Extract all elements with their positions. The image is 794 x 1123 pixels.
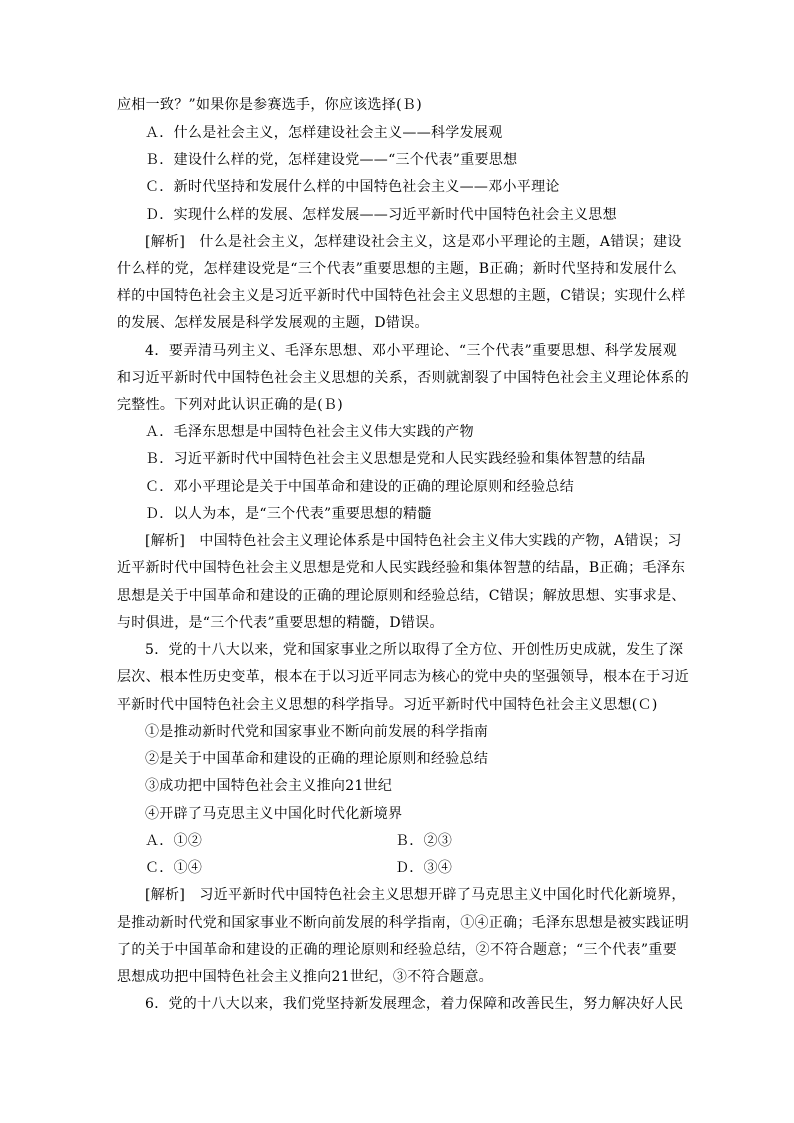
q5-stem-line-1: 5．党的十八大以来，党和国家事业之所以取得了全方位、开创性历史成就，发生了深 (145, 642, 684, 658)
q4-analysis-line-1: [解析] 中国特色社会主义理论体系是中国特色社会主义伟大实践的产物，A错误；习 (145, 533, 682, 549)
q3-analysis-line-4: 的发展、怎样发展是科学发展观的主题，D错误。 (117, 315, 429, 331)
q4-stem-line-2: 和习近平新时代中国特色社会主义思想的关系，否则就割裂了中国特色社会主义理论体系的 (117, 370, 689, 386)
q4-analysis-line-2: 近平新时代中国特色社会主义思想是党和人民实践经验和集体智慧的结晶，B正确；毛泽东 (117, 560, 686, 576)
q4-option-d: Ｄ．以人为本，是“三个代表”重要思想的精髓 (145, 506, 432, 522)
q3-option-a: Ａ．什么是社会主义，怎样建设社会主义——科学发展观 (145, 125, 503, 141)
q4-option-a: Ａ．毛泽东思想是中国特色社会主义伟大实践的产物 (145, 424, 474, 440)
q4-analysis-line-3: 思想是关于中国革命和建设的正确的理论原则和经验总结，C错误；解放思想、实事求是、 (117, 588, 686, 604)
q5-option-a: Ａ．①② (145, 833, 203, 849)
q4-option-b: Ｂ．习近平新时代中国特色社会主义思想是党和人民实践经验和集体智慧的结晶 (145, 451, 646, 467)
q4-stem-line-3: 完整性。下列对此认识正确的是(Ｂ) (117, 397, 344, 413)
q5-analysis-line-2: 是推动新时代党和国家事业不断向前发展的科学指南，①④正确；毛泽东思想是被实践证明 (117, 915, 689, 931)
q5-statement-3: ③成功把中国特色社会主义推向21世纪 (145, 778, 393, 794)
q5-statement-2: ②是关于中国革命和建设的正确的理论原则和经验总结 (145, 751, 489, 767)
q5-stem-line-2: 层次、根本性历史变革，根本在于以习近平同志为核心的党中央的坚强领导，根本在于习近 (117, 669, 689, 685)
q5-stem-line-3: 平新时代中国特色社会主义思想的科学指导。习近平新时代中国特色社会主义思想(Ｃ) (117, 697, 658, 713)
q5-analysis-line-4: 思想成功把中国特色社会主义推向21世纪，③不符合题意。 (117, 969, 493, 985)
q5-option-b: Ｂ．②③ (395, 833, 453, 849)
q4-option-c: Ｃ．邓小平理论是关于中国革命和建设的正确的理论原则和经验总结 (145, 479, 574, 495)
q3-option-b: Ｂ．建设什么样的党，怎样建设党——“三个代表”重要思想 (145, 152, 518, 168)
q3-analysis-line-1: [解析] 什么是社会主义，怎样建设社会主义，这是邓小平理论的主题，A错误；建设 (145, 234, 682, 250)
q5-statement-1: ①是推动新时代党和国家事业不断向前发展的科学指南 (145, 724, 489, 740)
q4-analysis-line-4: 与时俱进，是“三个代表”重要思想的精髓，D错误。 (117, 615, 444, 631)
q5-analysis-line-3: 了的关于中国革命和建设的正确的理论原则和经验总结，②不符合题意；“三个代表”重要 (117, 942, 677, 958)
q3-option-d: Ｄ．实现什么样的发展、怎样发展——习近平新时代中国特色社会主义思想 (145, 207, 617, 223)
q3-option-c: Ｃ．新时代坚持和发展什么样的中国特色社会主义——邓小平理论 (145, 179, 560, 195)
q4-stem-line-1: 4．要弄清马列主义、毛泽东思想、邓小平理论、“三个代表”重要思想、科学发展观 (145, 343, 677, 359)
q5-option-d: Ｄ．③④ (395, 860, 453, 876)
q6-stem-line-1: 6．党的十八大以来，我们党坚持新发展理念，着力保障和改善民生，努力解决好人民 (145, 996, 684, 1012)
q3-analysis-line-2: 什么样的党，怎样建设党是“三个代表”重要思想的主题，B正确；新时代坚持和发展什么 (117, 261, 677, 277)
q3-stem-end: 应相一致？”如果你是参赛选手，你应该选择(Ｂ) (117, 97, 422, 113)
q5-option-c: Ｃ．①④ (145, 860, 203, 876)
q5-statement-4: ④开辟了马克思主义中国化时代化新境界 (145, 806, 403, 822)
q3-analysis-line-3: 样的中国特色社会主义是习近平新时代中国特色社会主义思想的主题，C错误；实现什么样 (117, 288, 686, 304)
q5-analysis-line-1: [解析] 习近平新时代中国特色社会主义思想开辟了马克思主义中国化时代化新境界， (145, 887, 686, 903)
